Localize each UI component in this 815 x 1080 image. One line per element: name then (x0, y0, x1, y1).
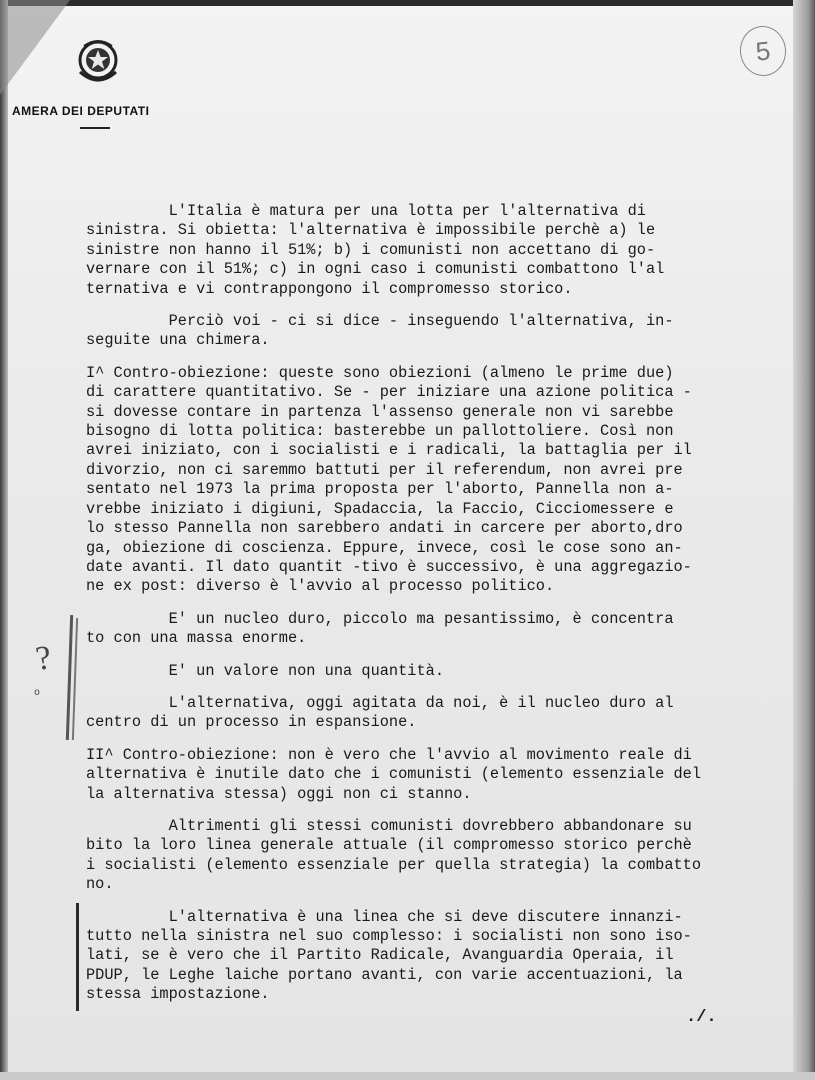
text-line: vrebbe iniziato i digiuni, Spadaccia, la Faccio, Cicciomessere e (86, 499, 674, 518)
text-line: vernare con il 51%; c) in ogni caso i comunisti combattono l'al (86, 260, 665, 279)
text-line: ga, obiezione di coscienza. Eppure, invece, così le cose sono an- (86, 538, 683, 557)
scan-edge-right (793, 0, 815, 1080)
text-line: tutto nella sinistra nel suo complesso: i socialisti non sono iso- (86, 927, 692, 945)
margin-bracket (72, 618, 78, 740)
text-line: bito la loro linea generale attuale (il compromesso storico perchè (86, 836, 692, 855)
text-line: lo stesso Pannella non sarebbero andati in carcere per aborto,dro (86, 519, 683, 538)
title-underline (80, 127, 110, 129)
text-line: sinistre non hanno il 51%; b) i comunisti non accettano di go- (86, 240, 656, 259)
text-line: avrei iniziato, con i socialisti e i radicali, la battaglia per il (86, 441, 692, 460)
text-line: alternativa è inutile dato che i comunisti (elemento essenziale del (86, 765, 702, 784)
text-line: lati, se è vero che il Partito Radicale, Avanguardia Operaia, il (86, 946, 674, 965)
text-line: L'Italia è matura per una lotta per l'alternativa di (86, 202, 646, 220)
emblem-icon (74, 36, 122, 88)
scan-edge-top (0, 0, 815, 6)
text-line: stessa impostazione. (86, 985, 270, 1004)
page-number: 5 (738, 24, 789, 79)
text-line: la alternativa stessa) oggi non ci stanno. (86, 784, 472, 803)
text-line: L'alternativa, oggi agitata da noi, è il nucleo duro al (86, 693, 674, 712)
folded-corner (0, 0, 70, 95)
text-line: sinistra. Si obietta: l'alternativa è impossibile perchè a) le (86, 221, 656, 240)
scan-edge-bottom (0, 1072, 815, 1080)
text-line: Altrimenti gli stessi comunisti dovrebbero abbandonare su (86, 816, 692, 835)
text-line: ternativa e vi contrappongono il compromesso storico. (86, 279, 573, 298)
text-line: to con una massa enorme. (86, 629, 307, 648)
text-line: E' un nucleo duro, piccolo ma pesantissimo, è concentra (86, 609, 674, 628)
margin-dot: o (34, 688, 41, 699)
text-line: PDUP, le Leghe laiche portano avanti, con varie accentuazioni, la (86, 965, 683, 984)
text-line: i socialisti (elemento essenziale per quella strategia) la combatto (86, 855, 702, 874)
text-line: date avanti. Il dato quantit -tivo è successivo, è una aggregazio- (86, 557, 692, 576)
text-line: E' un valore non una quantità. (86, 661, 445, 680)
text-line: di carattere quantitativo. Se - per iniziare una azione politica - (86, 383, 692, 402)
text-line: II^ Contro-obiezione: non è vero che l'avvio al movimento reale di (86, 745, 692, 764)
scan-edge-left (0, 0, 8, 1080)
text-line: seguite una chimera. (86, 331, 270, 350)
document-body (86, 202, 766, 1005)
text-line: sentato nel 1973 la prima proposta per l'aborto, Pannella non a- (86, 480, 674, 499)
text-line: si dovesse contare in partenza l'assenso generale non vi sarebbe (86, 402, 674, 421)
text-line: bisogno di lotta politica: basterebbe un pallottoliere. Così non (86, 422, 674, 441)
text-line: I^ Contro-obiezione: queste sono obiezioni (almeno le prime due) (86, 363, 674, 382)
text-line: centro di un processo in espansione. (86, 713, 417, 732)
text-line: divorzio, non ci saremmo battuti per il referendum, non avrei pre (86, 460, 683, 479)
text-line: L'alternativa è una linea che si deve discutere innanzi- (86, 907, 683, 926)
chamber-title: AMERA DEI DEPUTATI (12, 104, 150, 118)
margin-question-mark: ? (33, 639, 54, 678)
margin-bracket (76, 903, 79, 1011)
text-line: Perciò voi - ci si dice - inseguendo l'alternativa, in- (86, 312, 674, 331)
text-line: no. (86, 875, 114, 894)
continuation-mark: ./. (686, 1008, 717, 1027)
text-line: ne ex post: diverso è l'avvio al processo politico. (86, 577, 555, 596)
